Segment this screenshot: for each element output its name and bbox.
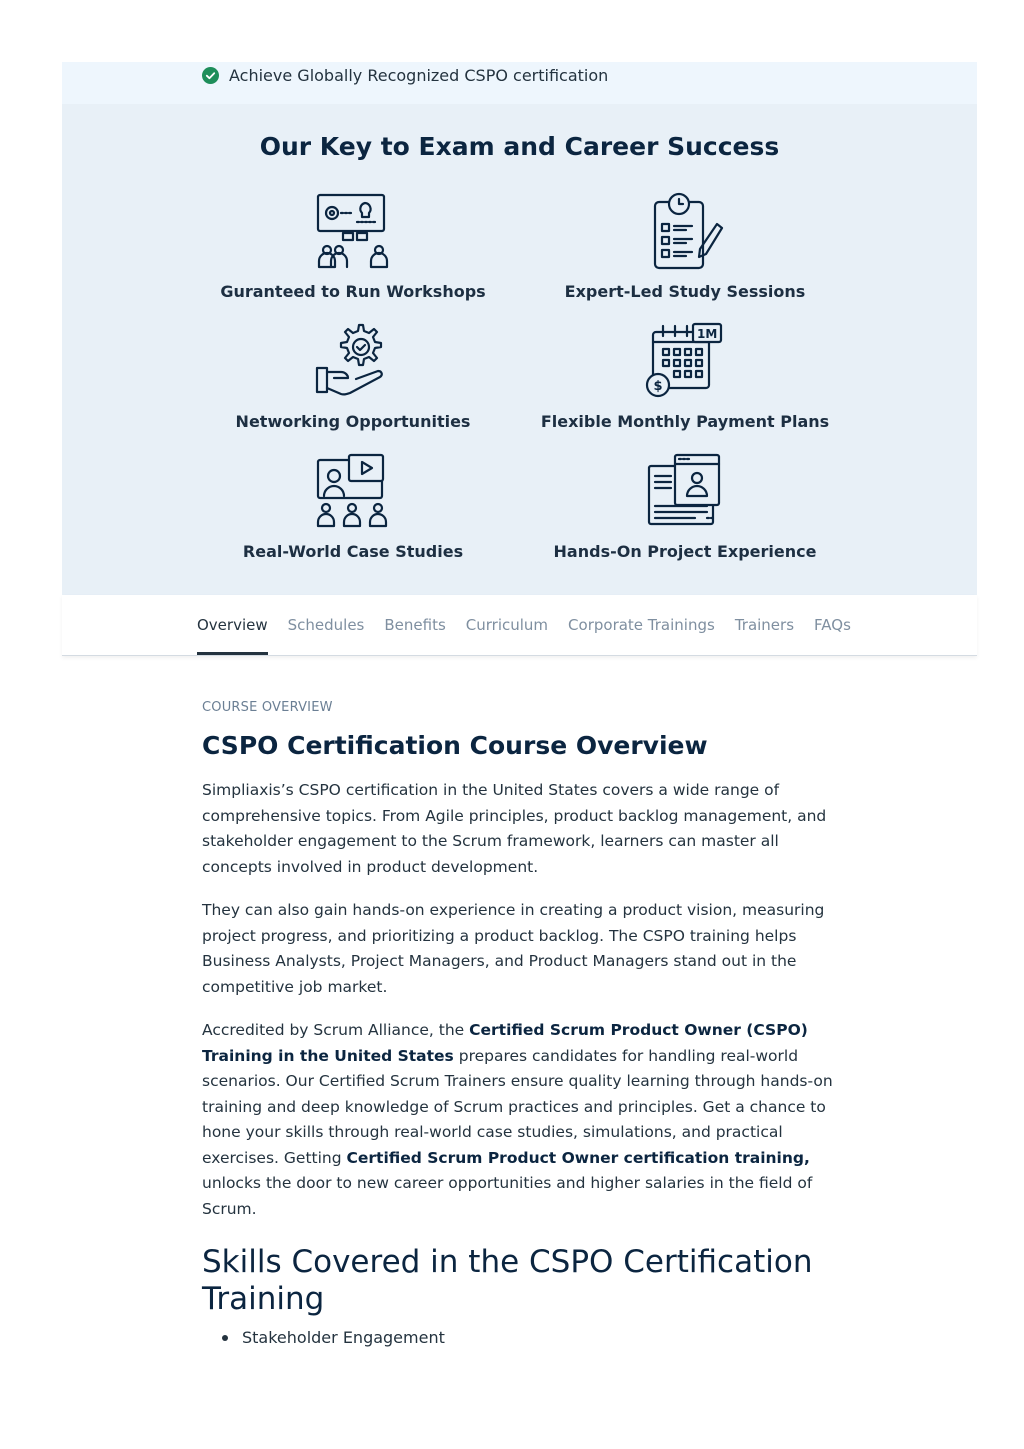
skills-list [202,1328,842,1347]
feature-payment-plans [520,322,850,431]
feature-label: Hands-On Project Experience [553,542,817,561]
tab-trainers[interactable]: Trainers [734,616,795,634]
benefit-strip [62,62,977,104]
overview-paragraph-3 [202,1018,842,1222]
skill-item: Stakeholder Engagement [202,1328,842,1347]
clipboard-clock-icon [645,192,725,272]
tab-curriculum[interactable]: Curriculum [465,616,549,634]
feature-project-experience [520,452,850,561]
feature-networking [188,322,518,431]
overview-paragraph-2: They can also gain hands-on experience in creating a product vision, measuring project progress, and prioritizing a product backlog. The CSPO training helps Business Analysts, Project Managers, and Product Managers stand out in the competitive job market. [202,901,825,996]
section-eyebrow: COURSE OVERVIEW [202,700,333,715]
tab-faqs[interactable]: FAQs [814,616,851,634]
bold-course-name: Certified Scrum Product Owner (CSPO) Training in the United States [202,1021,808,1065]
paragraph-text: prepares candidates for handling real-world scenarios. Our Certified Scrum Trainers ensure quality learning through hands-on training and deep knowledge of Scrum practices and principles. Get a chance to hone your skills through real-world case studies, simulations, and practical exercises. Getting [202,1046,833,1167]
calendar-payment-icon [645,322,725,402]
course-overview [202,700,842,1347]
section-title: Our Key to Exam and Career Success [259,132,780,161]
feature-label: Networking Opportunities [235,412,471,431]
paragraph-text: Accredited by Scrum Alliance, the [202,1021,470,1039]
benefit-item [202,66,608,85]
feature-label: Expert-Led Study Sessions [564,282,806,301]
video-audience-icon [313,452,393,532]
tab-corporate-trainings[interactable]: Corporate Trainings [568,616,715,634]
bold-certification-name: Certified Scrum Product Owner certification training, [346,1148,810,1167]
feature-workshops [188,192,518,301]
browser-user-icon [645,452,725,532]
tab-overview[interactable]: Overview [197,595,268,655]
tab-benefits[interactable]: Benefits [384,616,446,634]
feature-case-studies [188,452,518,561]
feature-study-sessions [520,192,850,301]
overview-paragraph-1: Simpliaxis’s CSPO certification in the United States covers a wide range of comprehensive topics. From Agile principles, product backlog management, and stakeholder engagement to the Scrum framework, learners can master all concepts involved in product development. [202,781,827,876]
tab-list [197,595,857,655]
feature-label: Flexible Monthly Payment Plans [540,412,830,431]
section-tabbar [62,595,977,656]
overview-heading: CSPO Certification Course Overview [202,731,708,760]
hand-gear-icon [313,322,393,402]
tab-schedules[interactable]: Schedules [287,616,365,634]
svg-text:1M: 1M [697,327,718,341]
svg-text:$: $ [653,379,663,394]
skills-heading: Skills Covered in the CSPO Certification Training [202,1244,813,1317]
workshop-presentation-icon [313,192,393,272]
feature-label: Guranteed to Run Workshops [220,282,486,301]
paragraph-text: unlocks the door to new career opportunities and higher salaries in the field of Scrum. [202,1174,813,1218]
benefit-text: Achieve Globally Recognized CSPO certification [229,66,609,85]
feature-label: Real-World Case Studies [242,542,464,561]
key-success-section [62,104,977,595]
check-circle-icon [202,67,219,84]
